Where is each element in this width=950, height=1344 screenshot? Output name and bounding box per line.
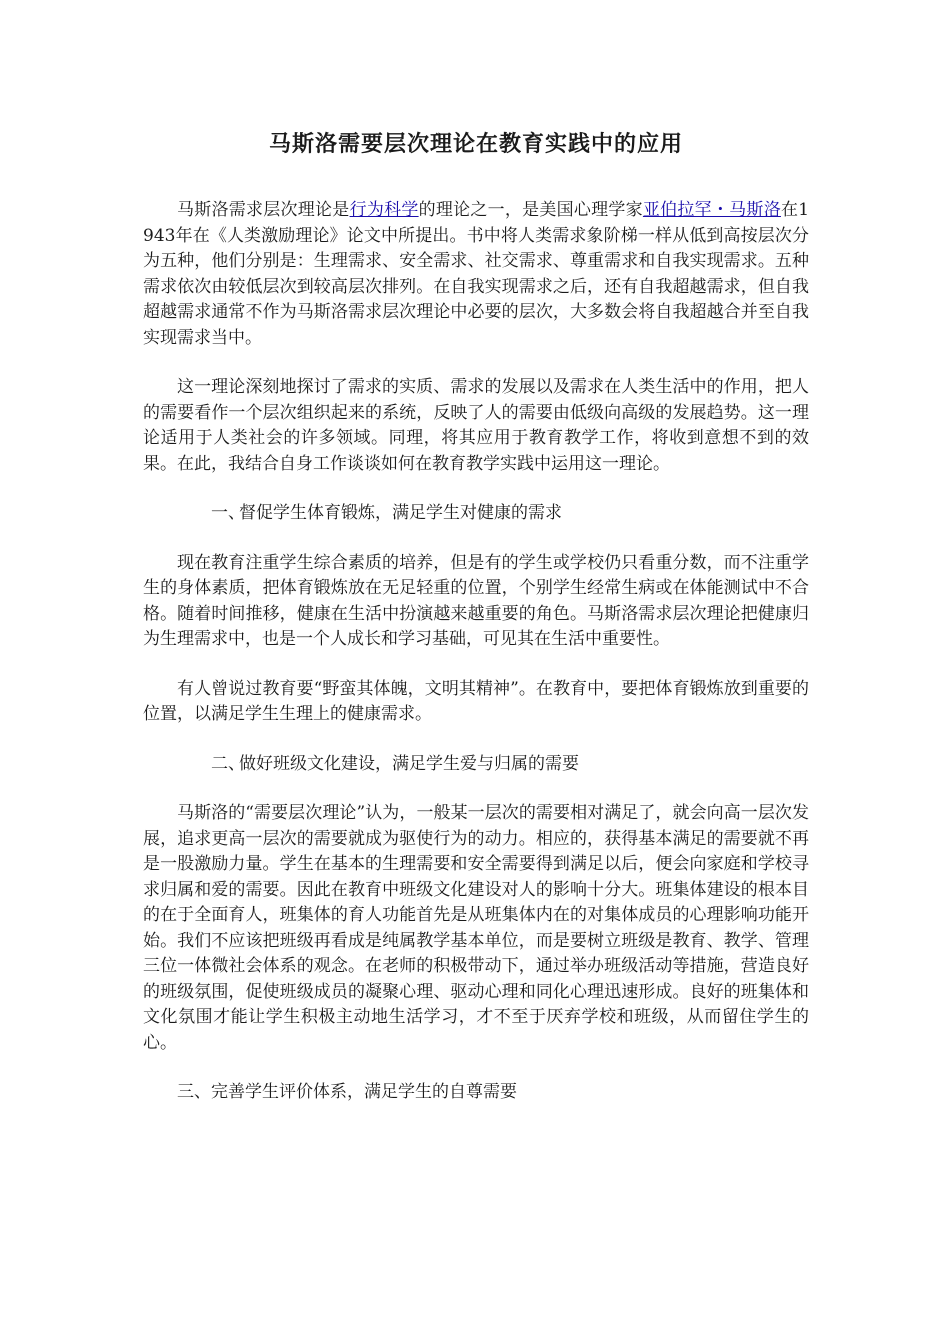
section-heading-text: 做好班级文化建设，满足学生爱与归属的需要 — [239, 753, 579, 774]
paragraph-text: 在1943年在《人类激励理论》论文中所提出。书中将人类需求象阶梯一样从低到高按层次分为五种，他们分别是：生理需求、安全需求、社交需求、尊重需求和自我实现需求。五种需求依次由较低层次到较高层次排列。在自我实现需求之后，还有自我超越需求，但自我超越需求通常不作为马斯洛需求层次理论中必要的层次，大多数会将自我超越合并至自我实现需求当中。 — [143, 200, 810, 348]
section-number: 一、 — [211, 503, 245, 523]
section-heading-2 — [143, 752, 809, 778]
paragraph-class-culture: 马斯洛的“需要层次理论”认为，一般某一层次的需要相对满足了，就会向高一层次发展，追求更高一层次的需要就成为驱使行为的动力。相应的，获得基本满足的需要就不再是一股激励力量。学生在基本的生理需要和安全需要得到满足以后，便会向家庭和学校寻求归属和爱的需要。因此在教育中班级文化建设对人的影响十分大。班集体建设的根本目的在于全面育人，班集体的育人功能首先是从班集体内在的对集体成员的心理影响功能开始。我们不应该把班级再看成是纯属教学基本单位，而是要树立班级是教育、教学、管理三位一体微社会体系的观念。在老师的积极带动下，通过举办班级活动等措施，营造良好的班级氛围，促使班级成员的凝聚心理、驱动心理和同化心理迅速形成。良好的班集体和文化氛围才能让学生积极主动地生活学习，才不至于厌弃学校和班级，从而留住学生的心。 — [143, 803, 809, 1053]
paragraph-text: 马斯洛需求层次理论是 — [177, 200, 350, 220]
paragraph-quote: 有人曾说过教育要“野蛮其体魄，文明其精神”。在教育中，要把体育锻炼放到重要的位置，以满足学生生理上的健康需求。 — [143, 678, 809, 724]
behavioral-science-link[interactable]: 行为科学 — [349, 200, 419, 220]
paragraph-intro — [143, 198, 809, 351]
section-heading-3: 三、完善学生评价体系，满足学生的自尊需要 — [177, 1082, 517, 1102]
document-title: 马斯洛需要层次理论在教育实践中的应用 — [268, 132, 683, 157]
paragraph-text: 的理论之一，是美国心理学家 — [418, 200, 643, 220]
section-number: 二、 — [211, 753, 245, 774]
paragraph-health: 现在教育注重学生综合素质的培养，但是有的学生或学校仍只看重分数，而不注重学生的身体素质，把体育锻炼放在无足轻重的位置，个别学生经常生病或在体能测试中不合格。随着时间推移，健康在生活中扮演越来越重要的角色。马斯洛需求层次理论把健康归为生理需求中，也是一个人成长和学习基础，可见其在生活中重要性。 — [143, 552, 809, 649]
section-heading-text: 督促学生体育锻炼，满足学生对健康的需求 — [239, 503, 562, 523]
section-heading-1 — [143, 501, 809, 527]
maslow-link[interactable]: 亚伯拉罕・马斯洛 — [642, 200, 781, 220]
document-page — [143, 130, 809, 1130]
paragraph-theory: 这一理论深刻地探讨了需求的实质、需求的发展以及需求在人类生活中的作用，把人的需要看作一个层次组织起来的系统，反映了人的需要由低级向高级的发展趋势。这一理论适用于人类社会的许多领域。同理，将其应用于教育教学工作，将收到意想不到的效果。在此，我结合自身工作谈谈如何在教育教学实践中运用这一理论。 — [143, 377, 809, 474]
